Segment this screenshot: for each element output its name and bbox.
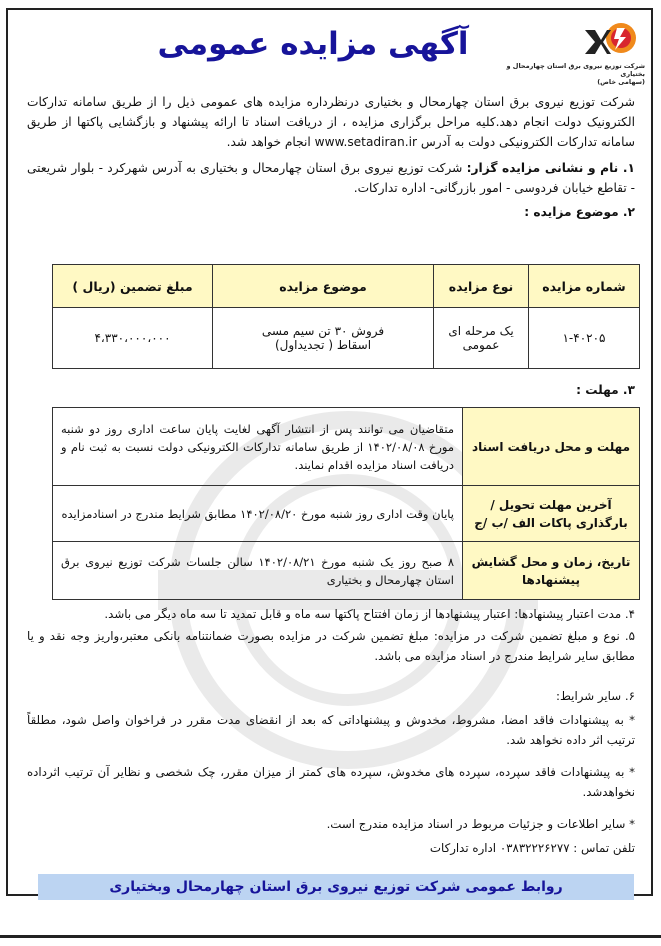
header-auction-type: نوع مزایده <box>434 265 529 308</box>
section-5: ۵. نوع و مبلغ تضمین شرکت در مزایده: مبلغ تضمین شرکت در مزایده بصورت ضمانتنامه بانکی معتبر،واریز وجه نقد و یا مطابق سایر شرایط مندرج در اسناد مزایده می باشد. <box>27 629 635 663</box>
contact-phone: تلفن تماس : ۰۳۸۳۲۲۲۶۲۷۷ اداره تدارکات <box>429 841 635 855</box>
section-6-heading: ۶. سایر شرایط: <box>556 689 635 703</box>
company-name: شرکت توزیع نیروی برق استان چهارمحال و بختیاری (سهامی خاص) <box>506 62 645 86</box>
page-divider <box>0 935 661 938</box>
page-title: آگهی مزایده عمومی <box>157 26 469 62</box>
deadline-text: پایان وقت اداری روز شنبه مورخ ۱۴۰۲/۰۸/۲۰ مطابق شرایط مندرج در اسنادمزایده <box>53 486 463 542</box>
cell-auction-type: یک مرحله ای عمومی <box>434 308 529 369</box>
deadline-table <box>52 407 640 600</box>
table-header-row <box>53 265 640 308</box>
notice-body <box>8 90 651 880</box>
section-1 <box>27 158 635 198</box>
deadline-label: آخرین مهلت تحویل / بارگذاری پاکات الف /ب /ج <box>463 486 640 542</box>
section-1-heading: ۱. نام و نشانی مزایده گزار: <box>466 161 635 175</box>
cell-guarantee-amount: ۴،۳۳۰،۰۰۰،۰۰۰ <box>53 308 213 369</box>
header-auction-subject: موضوع مزایده <box>213 265 434 308</box>
cell-auction-number: ۱-۴۰۲۰۵ <box>529 308 640 369</box>
table-row <box>53 308 640 369</box>
table-row <box>53 486 640 542</box>
header <box>8 10 651 85</box>
deadline-text: متقاضیان می توانند پس از انتشار آگهی لغایت پایان ساعت اداری روز دو شنبه مورخ ۱۴۰۲/۰۸/۰۸ از طریق سامانه تدارکات الکترونیکی دولت نسبت به ثبت نام و دریافت اسناد مزایده اقدام نمایند. <box>53 408 463 486</box>
table-row <box>53 542 640 600</box>
section-4: ۴. مدت اعتبار پیشنهادها: اعتبار پیشنهادها از زمان افتتاح پاکتها سه ماه و قابل تمدید تا سه ماه دیگر می باشد. <box>104 607 635 621</box>
auction-subject-table <box>52 264 640 369</box>
deadline-label: تاریخ، زمان و محل گشایش پیشنهادها <box>463 542 640 600</box>
footer-banner: روابط عمومی شرکت توزیع نیروی برق استان چهارمحال وبختیاری <box>38 874 634 900</box>
deadline-label: مهلت و محل دریافت اسناد <box>463 408 640 486</box>
header-guarantee-amount: مبلغ تضمین (ریال ) <box>53 265 213 308</box>
table-row <box>53 408 640 486</box>
company-logo-icon <box>581 20 637 60</box>
section-3-heading: ۳. مهلت : <box>576 383 635 397</box>
section-1-text: شرکت توزیع نیروی برق استان چهارمحال و بختیاری به آدرس شهرکرد - بلوار شریعتی - تقاطع خیابان فردوسی - امور بازرگانی- اداره تدارکات. <box>27 161 635 195</box>
cell-auction-subject: فروش ۳۰ تن سیم مسی اسقاط ( تجدیداول) <box>213 308 434 369</box>
header-auction-number: شماره مزایده <box>529 265 640 308</box>
condition-bullet: * به پیشنهادات فاقد امضا، مشروط، مخدوش و پیشنهاداتی که بعد از انقضای مدت مقرر در فراخوان واصل شود، مطلقاً ترتیب اثر داده نخواهد شد. <box>27 713 635 747</box>
intro-paragraph: شرکت توزیع نیروی برق استان چهارمحال و بختیاری درنظرداره مزایده های عمومی ذیل را از طریق سامانه تدارکات الکترونیک دولت انجام دهد.کلیه مراحل برگزاری مزایده ، از دریافت اسناد تا ارائه پیشنهاد و بازگشایی پاکتها از طریق سامانه تدارکات الکترونیکی دولت به آدرس www.setadiran.ir انجام خواهد شد. <box>27 95 635 149</box>
condition-bullet: * به پیشنهادات فاقد سپرده، سپرده های مخدوش، سپرده های کمتر از میزان مقرر، چک شخصی و نظایر آن ترتیب اثرداده نخواهدشد. <box>27 765 635 799</box>
section-2-heading: ۲. موضوع مزایده : <box>524 205 635 219</box>
deadline-text: ۸ صبح روز یک شنبه مورخ ۱۴۰۲/۰۸/۲۱ سالن جلسات شرکت توزیع نیروی برق استان چهارمحال و بختیاری <box>53 542 463 600</box>
condition-bullet: * سایر اطلاعات و جزئیات مربوط در اسناد مزایده مندرج است. <box>326 817 635 831</box>
notice-frame <box>6 8 653 896</box>
